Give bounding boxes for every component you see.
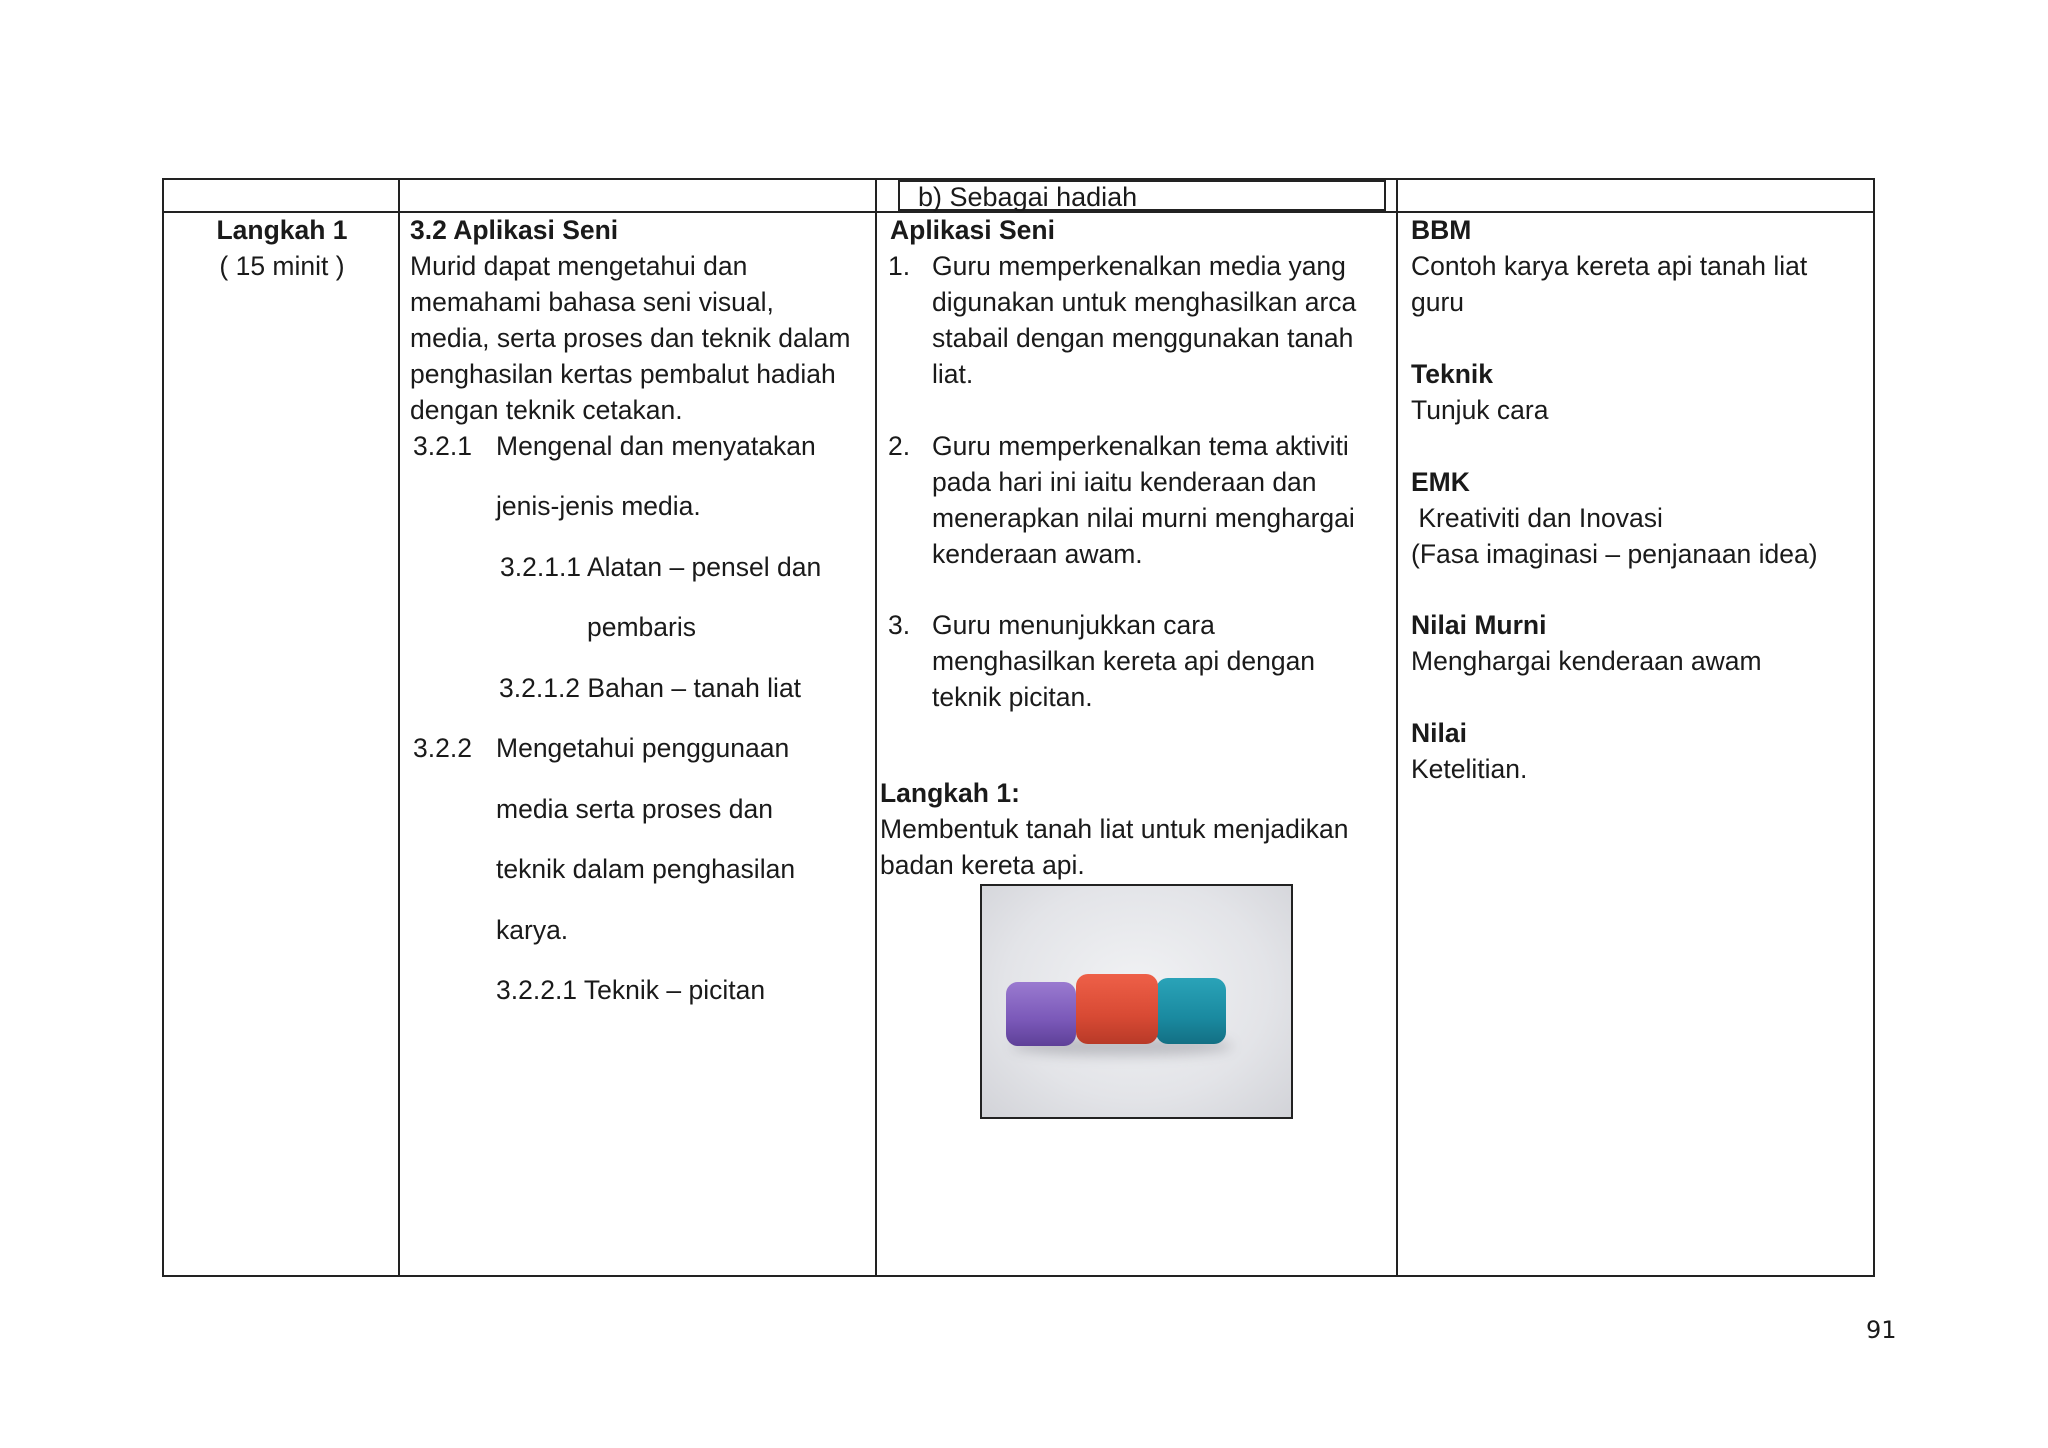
list-item-line: Guru memperkenalkan tema aktiviti [932,431,1349,461]
nilai-text: Ketelitian. [1411,754,1528,784]
subsection-text: Mengenal dan menyatakan [496,431,816,461]
nilai-murni-text: Menghargai kenderaan awam [1411,646,1762,676]
sub-subsection-text: 3.2.1.1 Alatan – pensel dan [500,552,822,582]
sub-subsection-text: pembaris [587,612,696,642]
page-number: 91 [1866,1316,1897,1344]
top-box-gift: b) Sebagai hadiah [898,180,1386,211]
list-item-line: pada hari ini iaitu kenderaan dan [932,467,1317,497]
sub-subsection-text: 3.2.1.2 Bahan – tanah liat [499,673,802,703]
teknik-text: Tunjuk cara [1411,395,1549,425]
intro-line: media, serta proses dan teknik dalam [410,323,851,353]
subsection-text: jenis-jenis media. [496,491,701,521]
subsection-text: karya. [496,915,569,945]
emk-text: Kreativiti dan Inovasi [1411,503,1663,533]
list-item-line: Guru menunjukkan cara [932,610,1215,640]
column-divider-2 [875,178,877,1277]
bbm-text: Contoh karya kereta api tanah liat [1411,251,1808,281]
list-number: 2. [888,431,911,461]
list-number: 3. [888,610,911,640]
list-number: 1. [888,251,911,281]
subsection-text: Mengetahui penggunaan [496,733,790,763]
intro-line: dengan teknik cetakan. [410,395,683,425]
list-item-line: Guru memperkenalkan media yang [932,251,1346,281]
intro-line: penghasilan kertas pembalut hadiah [410,359,836,389]
step-text: Membentuk tanah liat untuk menjadikan [880,814,1349,844]
subsection-text: teknik dalam penghasilan [496,854,796,884]
list-item-line: kenderaan awam. [932,539,1143,569]
step-duration: ( 15 minit ) [219,251,345,281]
intro-line: Murid dapat mengetahui dan [410,251,748,281]
bbm-label: BBM [1411,215,1472,245]
teknik-label: Teknik [1411,359,1493,389]
column-heading: Aplikasi Seni [890,215,1055,245]
column-divider-1 [398,178,400,1277]
list-item-line: digunakan untuk menghasilkan arca [932,287,1357,317]
red-clay-block [1076,974,1158,1044]
purple-clay-block [1006,982,1076,1046]
step-text: badan kereta api. [880,850,1085,880]
list-item-line: liat. [932,359,974,389]
sub-subsection-text: 3.2.2.1 Teknik – picitan [496,975,766,1005]
section-heading: 3.2 Aplikasi Seni [410,215,619,245]
emk-label: EMK [1411,467,1470,497]
list-item-line: menerapkan nilai murni menghargai [932,503,1355,533]
subsection-number: 3.2.2 [413,733,472,763]
list-item-line: stabail dengan menggunakan tanah [932,323,1354,353]
bbm-text: guru [1411,287,1465,317]
nilai-murni-label: Nilai Murni [1411,610,1547,640]
intro-line: memahami bahasa seni visual, [410,287,774,317]
step-heading: Langkah 1: [880,778,1020,808]
subsection-text: media serta proses dan [496,794,773,824]
step-label: Langkah 1 [216,215,348,245]
column-divider-3 [1396,178,1398,1277]
teal-clay-block [1156,978,1226,1044]
nilai-label: Nilai [1411,718,1467,748]
emk-text: (Fasa imaginasi – penjanaan idea) [1411,539,1818,569]
clay-train-photo [980,884,1293,1119]
subsection-number: 3.2.1 [413,431,472,461]
list-item-line: menghasilkan kereta api dengan [932,646,1316,676]
list-item-line: teknik picitan. [932,682,1093,712]
